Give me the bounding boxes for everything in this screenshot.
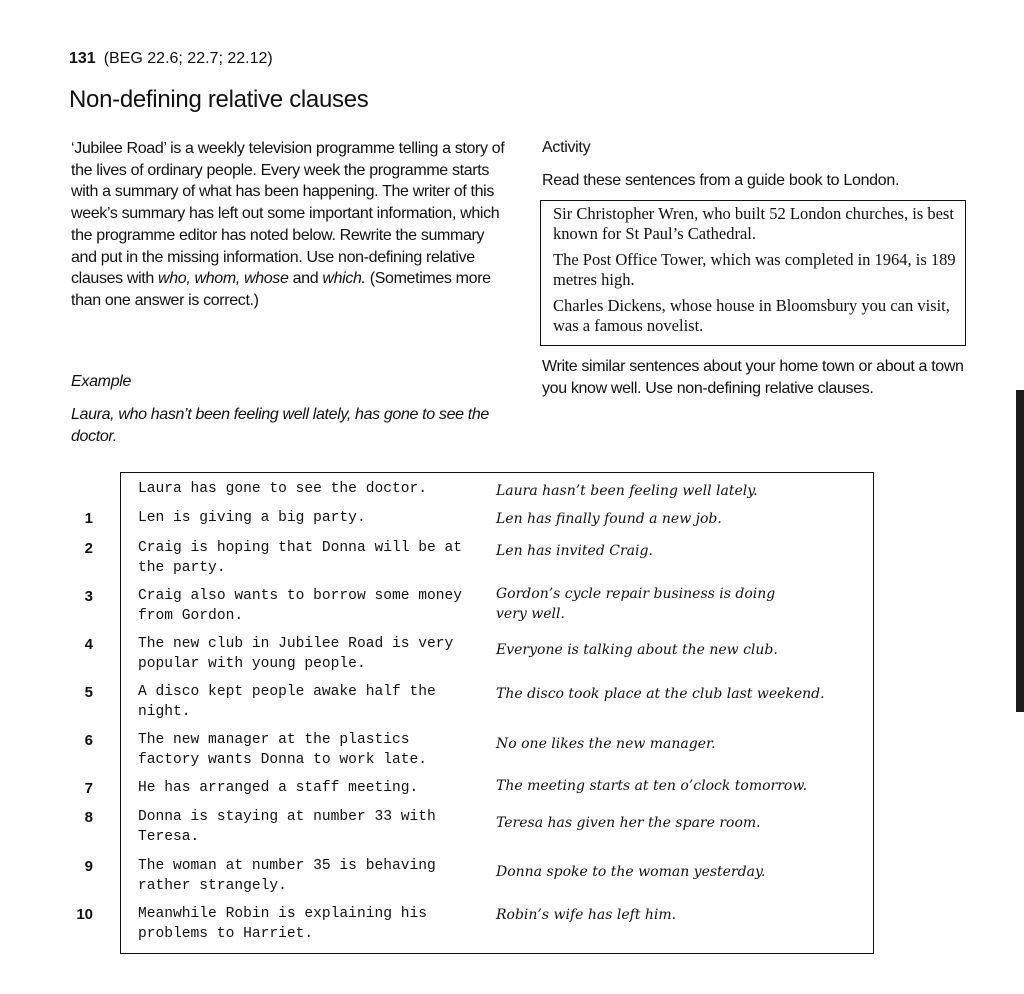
- row-number: 4: [84, 636, 93, 653]
- activity-task: Write similar sentences about your home town or about a town you know well. Use non-defining relative clauses.: [542, 358, 964, 397]
- summary-sentence: Laura has gone to see the doctor.: [138, 481, 428, 497]
- editor-note: The disco took place at the club last weekend.: [496, 686, 825, 702]
- editor-note: Robin’s wife has left him.: [496, 907, 677, 923]
- row-number: 7: [84, 780, 93, 797]
- row-number: 8: [84, 809, 93, 826]
- summary-sentence: The woman at number 35 is behaving rather strangely.: [138, 858, 436, 894]
- editor-note: Donna spoke to the woman yesterday.: [496, 864, 766, 880]
- editor-note: Laura hasn’t been feeling well lately.: [496, 483, 758, 499]
- summary-sentence: Meanwhile Robin is explaining his problems to Harriet.: [138, 906, 428, 942]
- unit-header: [69, 50, 273, 68]
- summary-sentence: Craig is hoping that Donna will be at the party.: [138, 540, 463, 576]
- intro-pronouns: who, whom, whose: [158, 270, 289, 288]
- exercise-table: [76, 472, 874, 954]
- guide-book-box: [540, 200, 966, 346]
- row-number: 3: [84, 588, 93, 605]
- summary-sentence: Len is giving a big party.: [138, 510, 366, 526]
- editor-note: Gordon’s cycle repair business is doing very well.: [496, 586, 776, 622]
- grammar-reference: (BEG 22.6; 22.7; 22.12): [103, 50, 273, 67]
- example-text: Laura, who hasn’t been feeling well lately, has gone to see the doctor.: [71, 406, 489, 445]
- intro-paragraph: [71, 138, 511, 312]
- guide-sentence: Charles Dickens, whose house in Bloomsbury you can visit, was a famous novelist.: [553, 296, 950, 335]
- guide-sentence: The Post Office Tower, which was completed in 1964, is 189 metres high.: [553, 250, 956, 289]
- page-title: Non-defining relative clauses: [69, 86, 369, 113]
- summary-sentence: A disco kept people awake half the night.: [138, 684, 436, 720]
- activity-instruction: Read these sentences from a guide book to London.: [542, 172, 900, 189]
- summary-sentence: The new club in Jubilee Road is very popular with young people.: [138, 636, 454, 672]
- row-number: 5: [84, 684, 93, 701]
- summary-sentence: Craig also wants to borrow some money from Gordon.: [138, 588, 463, 624]
- intro-text: ‘Jubilee Road’ is a weekly television programme telling a story of the lives of ordinary people. Every week the programme starts with a summary of what has been happening. The writer of this week’s summary has left out some important information, which the programme editor has noted below. Rewrite the summary and put in the missing information. Use non-defining relative clauses with: [71, 140, 505, 288]
- guide-sentence: Sir Christopher Wren, who built 52 London churches, is best known for St Paul’s Cathedral.: [553, 204, 954, 243]
- intro-note: (Sometimes more than one answer is correct.): [71, 270, 491, 309]
- editor-note: Len has invited Craig.: [496, 543, 653, 559]
- row-number: 9: [84, 858, 93, 875]
- row-number: 10: [76, 906, 93, 923]
- unit-number: 131: [69, 50, 96, 67]
- editor-note: Everyone is talking about the new club.: [496, 642, 778, 658]
- example-heading: Example: [71, 373, 132, 390]
- editor-note: The meeting starts at ten o’clock tomorrow.: [496, 778, 808, 794]
- intro-and: and: [288, 270, 323, 288]
- page-edge-shadow: [1016, 390, 1024, 712]
- editor-note: Teresa has given her the spare room.: [496, 815, 761, 831]
- row-number: 1: [84, 510, 93, 527]
- summary-sentence: Donna is staying at number 33 with Teresa.: [138, 809, 436, 845]
- editor-note: No one likes the new manager.: [496, 736, 716, 752]
- row-number: 2: [84, 540, 93, 557]
- editor-note: Len has finally found a new job.: [496, 511, 722, 527]
- summary-sentence: The new manager at the plastics factory wants Donna to work late.: [138, 732, 428, 768]
- activity-heading: Activity: [542, 139, 591, 156]
- row-number: 6: [84, 732, 93, 749]
- intro-which: which.: [322, 270, 366, 288]
- summary-sentence: He has arranged a staff meeting.: [138, 780, 419, 796]
